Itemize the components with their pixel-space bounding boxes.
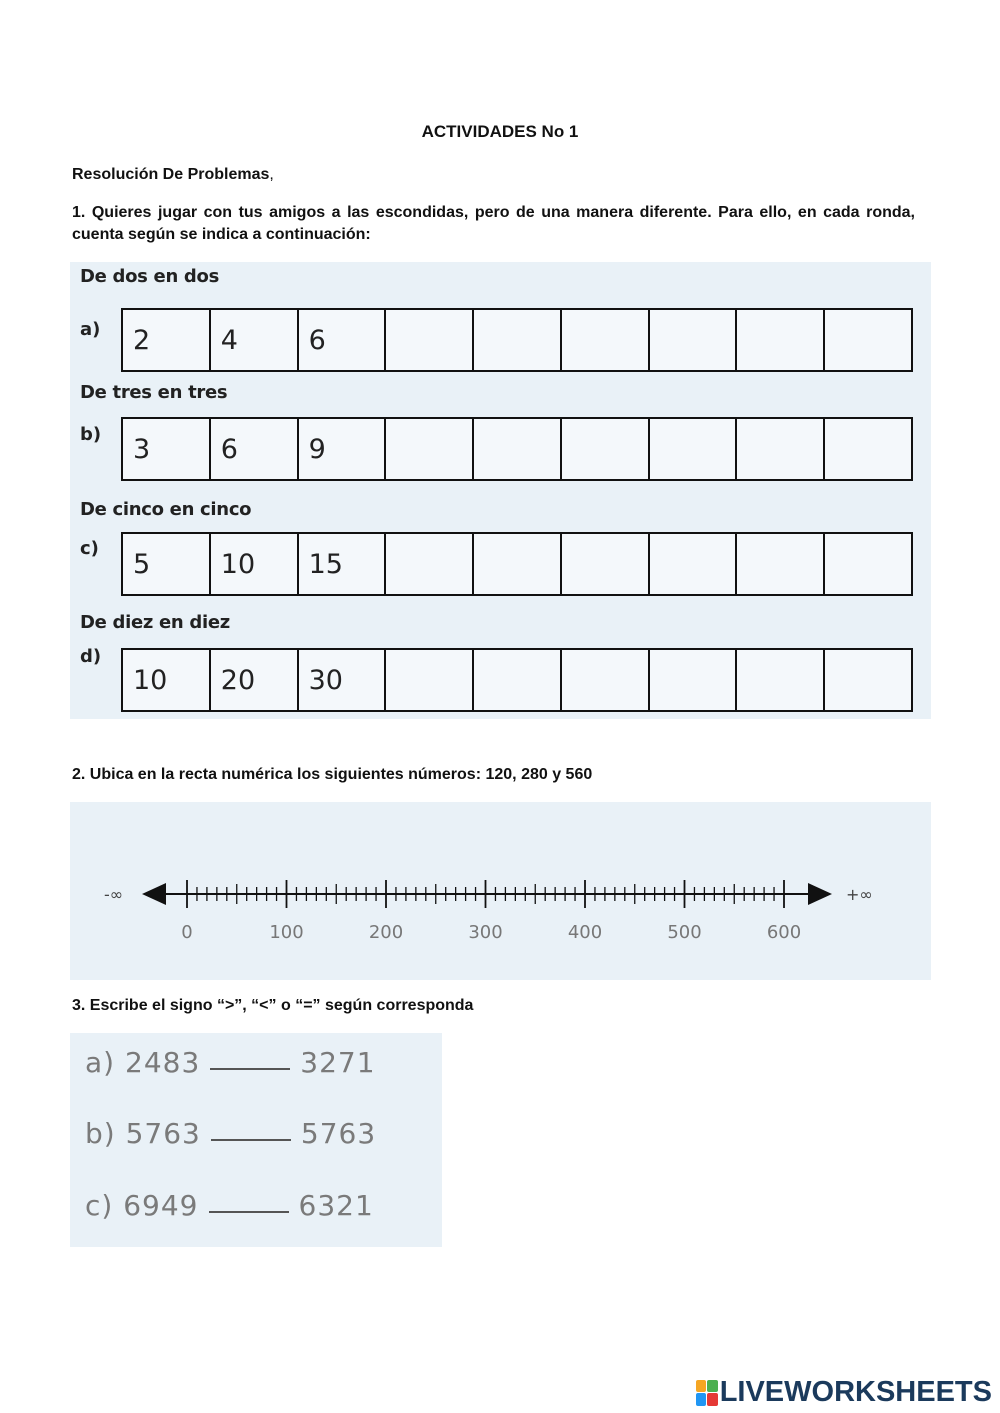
sequence-cell: 2 — [123, 310, 211, 370]
answer-cell[interactable] — [650, 310, 738, 370]
tick-label: 500 — [667, 922, 702, 943]
logo-square — [707, 1380, 718, 1393]
sequence-letter-a: a) — [80, 319, 101, 340]
answer-cell[interactable] — [825, 419, 911, 479]
sequence-cell: 30 — [299, 650, 387, 710]
subtitle-text: Resolución De Problemas — [72, 166, 270, 183]
sequence-row-c — [121, 532, 913, 596]
page-title: ACTIVIDADES No 1 — [421, 122, 579, 141]
comparison-answer-blank[interactable] — [209, 1211, 289, 1213]
answer-cell[interactable] — [737, 419, 825, 479]
sequence-row-a — [121, 308, 913, 372]
positive-infinity-label: +∞ — [846, 885, 873, 904]
answer-cell[interactable] — [650, 650, 738, 710]
tick-label: 300 — [468, 922, 503, 943]
answer-cell[interactable] — [474, 310, 562, 370]
negative-infinity-label: -∞ — [104, 885, 124, 904]
sequence-cell: 6 — [211, 419, 299, 479]
brand-name: LIVEWORKSHEETS — [719, 1376, 992, 1408]
question-2-text: 2. Ubica en la recta numérica los siguientes números: 120, 280 y 560 — [72, 766, 593, 783]
sequence-heading-a: De dos en dos — [80, 266, 220, 287]
answer-cell[interactable] — [737, 650, 825, 710]
comparison-row-b — [85, 1117, 376, 1150]
sequence-cell: 15 — [299, 534, 387, 594]
answer-cell[interactable] — [562, 534, 650, 594]
sequence-cell: 20 — [211, 650, 299, 710]
sequence-letter-c: c) — [80, 538, 99, 559]
sequence-row-b — [121, 417, 913, 481]
tick-label: 400 — [567, 922, 603, 943]
logo-square — [696, 1393, 707, 1406]
comparison-right-number: 3271 — [300, 1046, 376, 1079]
sequence-cell: 3 — [123, 419, 211, 479]
number-line[interactable] — [70, 802, 931, 980]
comparison-answer-blank[interactable] — [210, 1068, 290, 1070]
comparison-panel — [70, 1033, 442, 1247]
sequence-cell: 6 — [299, 310, 387, 370]
sequence-cell: 5 — [123, 534, 211, 594]
left-arrow-icon — [142, 883, 166, 905]
sequence-cell: 10 — [211, 534, 299, 594]
sequence-cell: 10 — [123, 650, 211, 710]
right-arrow-icon — [808, 883, 832, 905]
answer-cell[interactable] — [474, 419, 562, 479]
answer-cell[interactable] — [386, 534, 474, 594]
comparison-letter: a) — [85, 1046, 116, 1079]
tick-label: 200 — [368, 922, 404, 943]
tick-label: 0 — [181, 922, 193, 943]
sequence-cell: 9 — [299, 419, 387, 479]
answer-cell[interactable] — [825, 650, 911, 710]
comparison-left-number: 2483 — [125, 1046, 201, 1079]
subtitle-comma: , — [269, 166, 274, 183]
sequence-letter-b: b) — [80, 424, 102, 445]
answer-cell[interactable] — [650, 419, 738, 479]
answer-cell[interactable] — [562, 650, 650, 710]
answer-cell[interactable] — [562, 310, 650, 370]
counting-sequences-panel — [70, 262, 931, 719]
logo-square — [707, 1393, 718, 1406]
sequence-heading-d: De diez en diez — [80, 612, 230, 633]
sequence-heading-b: De tres en tres — [80, 382, 228, 403]
comparison-letter: c) — [85, 1189, 114, 1222]
comparison-row-a — [85, 1046, 376, 1079]
tick-label: 600 — [766, 922, 802, 943]
sequence-cell: 4 — [211, 310, 299, 370]
answer-cell[interactable] — [737, 310, 825, 370]
tick-label: 100 — [269, 922, 304, 943]
comparison-answer-blank[interactable] — [211, 1139, 291, 1141]
answer-cell[interactable] — [737, 534, 825, 594]
answer-cell[interactable] — [474, 534, 562, 594]
section-subtitle — [72, 166, 274, 184]
answer-cell[interactable] — [386, 310, 474, 370]
liveworksheets-logo[interactable] — [696, 1376, 992, 1409]
brand-logo-icon — [696, 1380, 718, 1406]
question-1-text: 1. Quieres jugar con tus amigos a las escondidas, pero de una manera diferente. Para ello, en cada ronda, cuenta según se indica a continuación: — [72, 204, 915, 243]
answer-cell[interactable] — [474, 650, 562, 710]
comparison-right-number: 6321 — [298, 1189, 374, 1222]
answer-cell[interactable] — [825, 310, 911, 370]
answer-cell[interactable] — [562, 419, 650, 479]
comparison-letter: b) — [85, 1117, 116, 1150]
answer-cell[interactable] — [650, 534, 738, 594]
logo-square — [696, 1380, 707, 1393]
answer-cell[interactable] — [386, 650, 474, 710]
sequence-letter-d: d) — [80, 646, 102, 667]
comparison-row-c — [85, 1189, 374, 1222]
comparison-left-number: 6949 — [123, 1189, 199, 1222]
number-line-panel — [70, 802, 931, 980]
comparison-right-number: 5763 — [300, 1117, 377, 1150]
question-3-text: 3. Escribe el signo “>”, “<” o “=” según corresponda — [72, 997, 474, 1014]
sequence-heading-c: De cinco en cinco — [80, 499, 252, 520]
answer-cell[interactable] — [386, 419, 474, 479]
comparison-left-number: 5763 — [125, 1117, 201, 1150]
sequence-row-d — [121, 648, 913, 712]
answer-cell[interactable] — [825, 534, 911, 594]
